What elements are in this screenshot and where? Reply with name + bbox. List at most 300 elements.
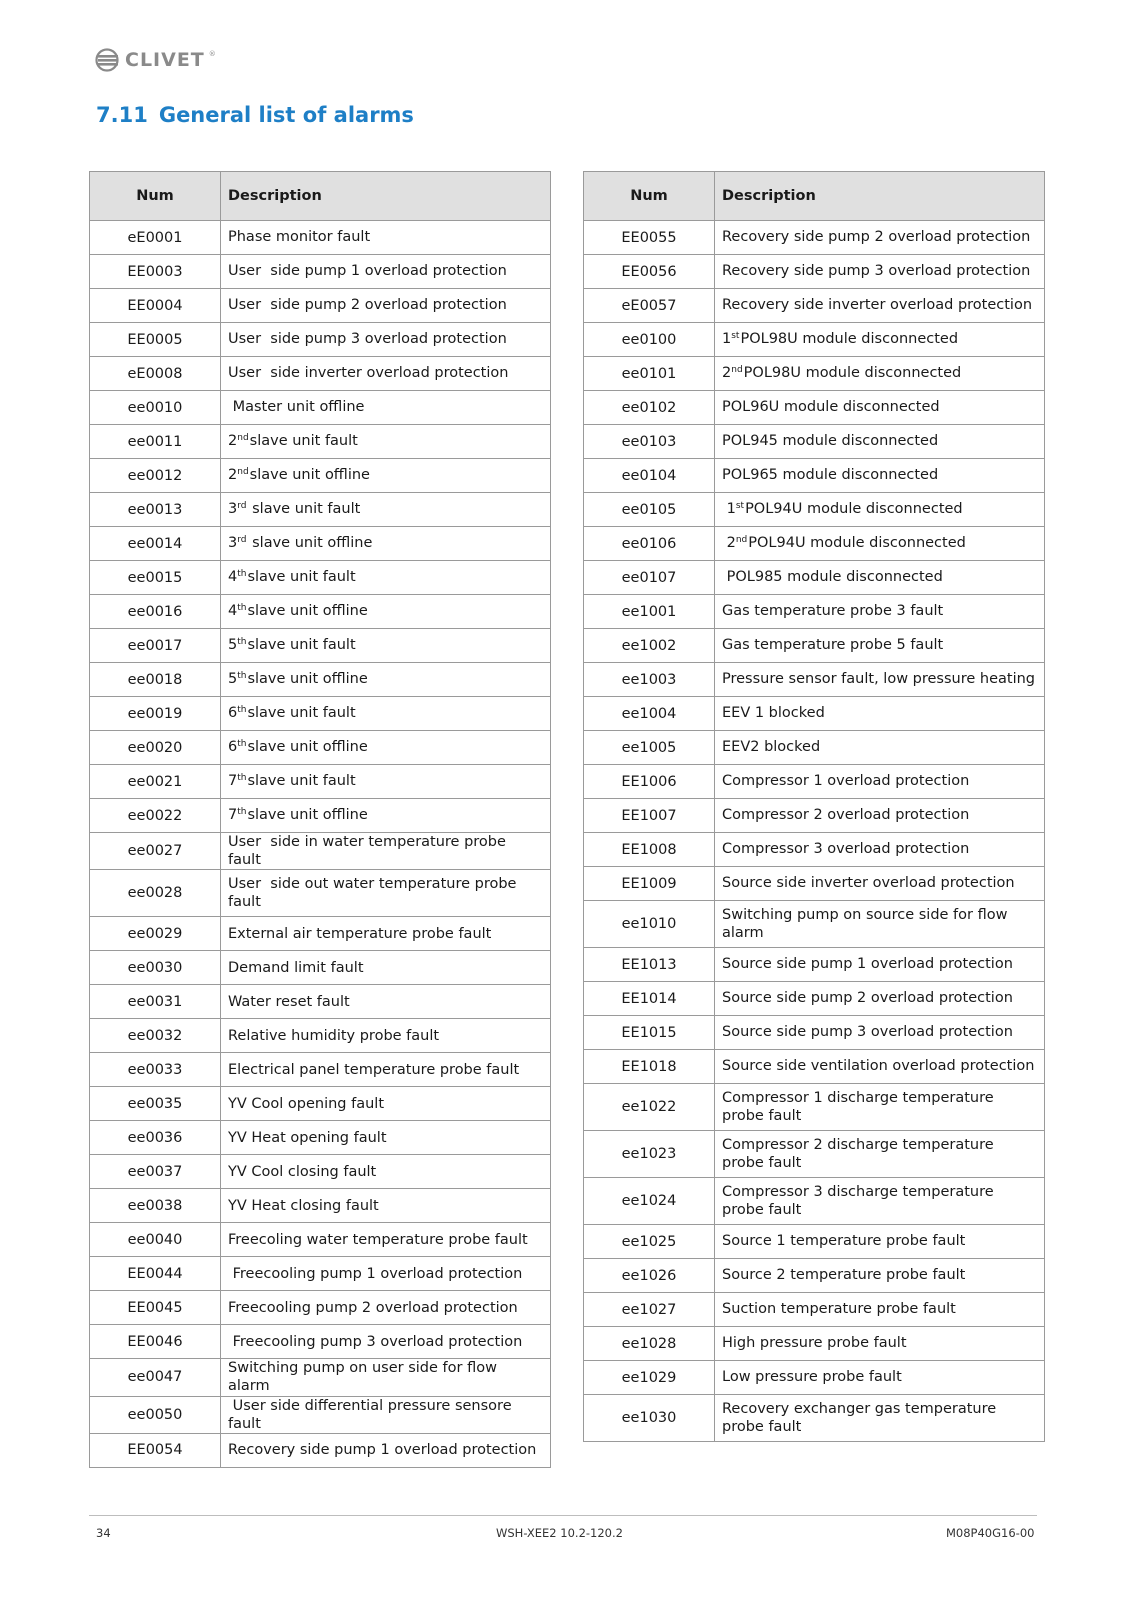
alarm-description <box>715 1259 1045 1293</box>
alarm-code: ee1001 <box>584 595 715 629</box>
table-row <box>584 221 1045 255</box>
alarm-code: EE0003 <box>90 255 221 289</box>
alarm-description <box>715 765 1045 799</box>
alarm-description-text: slave unit fault <box>247 773 356 790</box>
table-row <box>90 765 551 799</box>
alarm-code: ee0106 <box>584 527 715 561</box>
alarm-description <box>715 1178 1045 1225</box>
alarm-description <box>715 867 1045 901</box>
alarm-description-text: Freecooling pump 3 overload protection <box>228 1333 523 1350</box>
alarm-code: ee0012 <box>90 459 221 493</box>
table-row <box>90 1433 551 1467</box>
alarm-description <box>221 561 551 595</box>
alarm-code: ee0010 <box>90 391 221 425</box>
alarm-description-text: Source side pump 2 overload protection <box>722 990 1013 1007</box>
footer-doc-code: M08P40G16-00 <box>946 1526 1035 1540</box>
alarm-description-text: Compressor 2 discharge temperature probe fault <box>722 1136 999 1171</box>
alarm-description-text: YV Cool closing fault <box>228 1163 377 1180</box>
ordinal-number: 4 <box>228 603 238 620</box>
ordinal-number: 6 <box>228 739 238 756</box>
alarm-description-text: slave unit fault <box>247 705 356 722</box>
table-row <box>584 1395 1045 1442</box>
alarm-description-text: Switching pump on source side for flow alarm <box>722 906 1013 941</box>
table-row <box>90 1087 551 1121</box>
alarm-description <box>715 221 1045 255</box>
table-row <box>584 493 1045 527</box>
alarm-description-text: slave unit offline <box>247 535 373 552</box>
alarm-description <box>715 1131 1045 1178</box>
alarm-code: ee0022 <box>90 799 221 833</box>
table-row <box>584 833 1045 867</box>
alarm-code: ee0011 <box>90 425 221 459</box>
alarm-description-text: Pressure sensor fault, low pressure heating <box>722 671 1036 688</box>
alarm-description <box>221 731 551 765</box>
alarm-code: ee0035 <box>90 1087 221 1121</box>
alarm-description-text: Compressor 1 overload protection <box>722 773 970 790</box>
alarm-code: ee0101 <box>584 357 715 391</box>
table-row <box>90 917 551 951</box>
alarm-description-text: YV Heat opening fault <box>228 1129 387 1146</box>
alarm-code: ee0017 <box>90 629 221 663</box>
alarm-description <box>221 459 551 493</box>
alarm-code: EE1007 <box>584 799 715 833</box>
alarm-description-text: slave unit offline <box>249 467 370 484</box>
alarm-code: ee0036 <box>90 1121 221 1155</box>
table-row <box>584 1225 1045 1259</box>
section-title-text: General list of alarms <box>158 103 414 127</box>
column-header-num: Num <box>90 172 221 221</box>
alarm-description <box>221 527 551 561</box>
alarm-description <box>715 493 1045 527</box>
alarm-code: ee1022 <box>584 1084 715 1131</box>
table-row <box>90 357 551 391</box>
alarm-code: ee1025 <box>584 1225 715 1259</box>
alarm-description-text: Source 1 temperature probe fault <box>722 1233 966 1250</box>
alarm-description <box>715 731 1045 765</box>
alarm-description-text: Freecooling pump 2 overload protection <box>228 1299 518 1316</box>
table-row <box>584 391 1045 425</box>
ordinal-suffix: th <box>237 671 247 682</box>
alarm-code: EE1009 <box>584 867 715 901</box>
alarm-code: EE0055 <box>584 221 715 255</box>
alarm-description-text: User side pump 2 overload protection <box>228 297 507 314</box>
table-row <box>90 697 551 731</box>
alarm-code: EE0056 <box>584 255 715 289</box>
alarm-description-text: POL96U module disconnected <box>722 399 940 416</box>
table-row <box>90 1121 551 1155</box>
table-row <box>90 289 551 323</box>
alarm-description-text: User side pump 3 overload protection <box>228 331 507 348</box>
alarm-code: ee0104 <box>584 459 715 493</box>
alarm-description-text: POL945 module disconnected <box>722 433 939 450</box>
alarm-description-text: Recovery exchanger gas temperature probe fault <box>722 1400 1001 1435</box>
alarm-description <box>221 1359 551 1396</box>
table-row <box>90 870 551 917</box>
alarm-description-text: EEV2 blocked <box>722 739 821 756</box>
table-row <box>90 951 551 985</box>
alarm-description <box>221 985 551 1019</box>
alarm-code: ee0015 <box>90 561 221 595</box>
alarm-description <box>221 833 551 870</box>
alarm-description <box>221 357 551 391</box>
alarm-code: ee0016 <box>90 595 221 629</box>
alarm-description <box>715 595 1045 629</box>
alarm-code: EE0046 <box>90 1325 221 1359</box>
alarm-code: ee0040 <box>90 1223 221 1257</box>
ordinal-number: 3 <box>228 535 238 552</box>
clivet-logo-icon <box>95 48 121 72</box>
alarm-description <box>715 982 1045 1016</box>
table-row <box>90 221 551 255</box>
table-row <box>584 357 1045 391</box>
alarm-code: EE0005 <box>90 323 221 357</box>
alarm-description <box>221 391 551 425</box>
alarm-description <box>221 1291 551 1325</box>
alarm-description-text: User side inverter overload protection <box>228 365 509 382</box>
table-row <box>90 1189 551 1223</box>
alarm-description-text: Recovery side pump 2 overload protection <box>722 229 1031 246</box>
table-row <box>90 459 551 493</box>
alarm-description-text: slave unit offline <box>247 603 368 620</box>
alarm-description-text: Phase monitor fault <box>228 229 371 246</box>
alarm-description <box>221 595 551 629</box>
table-row <box>584 527 1045 561</box>
alarm-description <box>221 917 551 951</box>
alarm-description-text: Suction temperature probe fault <box>722 1301 956 1318</box>
column-header-description: Description <box>715 172 1045 221</box>
ordinal-suffix: st <box>731 331 740 342</box>
table-row <box>584 255 1045 289</box>
alarm-description <box>715 1293 1045 1327</box>
ordinal-suffix: rd <box>237 501 247 512</box>
alarm-description <box>715 323 1045 357</box>
alarm-description <box>715 1225 1045 1259</box>
alarm-description <box>221 425 551 459</box>
table-row <box>90 629 551 663</box>
ordinal-number: 7 <box>228 773 238 790</box>
alarm-description-text: High pressure probe fault <box>722 1335 907 1352</box>
alarm-description <box>715 391 1045 425</box>
table-row <box>584 982 1045 1016</box>
alarm-code: eE0057 <box>584 289 715 323</box>
alarm-description-text: POL94U module disconnected <box>745 501 963 518</box>
table-row <box>584 799 1045 833</box>
alarm-description-text: Electrical panel temperature probe fault <box>228 1061 520 1078</box>
alarm-description <box>221 951 551 985</box>
alarm-code: ee1023 <box>584 1131 715 1178</box>
table-row <box>90 1053 551 1087</box>
alarm-description-text: Relative humidity probe fault <box>228 1027 440 1044</box>
logo-registered-mark: ® <box>208 50 216 58</box>
alarm-description-text: slave unit fault <box>249 433 358 450</box>
table-row <box>584 1016 1045 1050</box>
alarm-description-text: Recovery side pump 3 overload protection <box>722 263 1031 280</box>
alarm-description <box>221 1189 551 1223</box>
alarm-description-text: Source side pump 3 overload protection <box>722 1024 1013 1041</box>
alarm-description <box>221 629 551 663</box>
alarm-code: EE1008 <box>584 833 715 867</box>
alarm-description-text: Freecooling pump 1 overload protection <box>228 1265 523 1282</box>
alarm-code: ee1003 <box>584 663 715 697</box>
alarm-description-text: Source side ventilation overload protection <box>722 1058 1035 1075</box>
alarm-code: ee0107 <box>584 561 715 595</box>
table-row <box>90 561 551 595</box>
ordinal-suffix: th <box>237 807 247 818</box>
alarm-table-right <box>583 171 1045 1442</box>
alarm-description-text: Gas temperature probe 5 fault <box>722 637 944 654</box>
alarm-description-text: Source side inverter overload protection <box>722 875 1015 892</box>
table-row <box>584 1259 1045 1293</box>
table-row <box>584 765 1045 799</box>
alarm-code: ee0018 <box>90 663 221 697</box>
ordinal-number: 2 <box>722 535 736 552</box>
ordinal-number: 1 <box>722 501 736 518</box>
ordinal-suffix: nd <box>237 467 249 478</box>
ordinal-suffix: th <box>237 603 247 614</box>
logo-wordmark: CLIVET <box>125 49 205 71</box>
alarm-description-text: Water reset fault <box>228 993 350 1010</box>
table-row <box>90 425 551 459</box>
alarm-description-text: Freecoling water temperature probe fault <box>228 1231 528 1248</box>
alarm-description <box>715 901 1045 948</box>
alarm-code: ee0050 <box>90 1396 221 1433</box>
table-row <box>584 1050 1045 1084</box>
table-header-row <box>584 172 1045 221</box>
alarm-description-text: Compressor 3 overload protection <box>722 841 970 858</box>
alarm-description <box>715 1016 1045 1050</box>
alarm-code: ee0021 <box>90 765 221 799</box>
ordinal-number: 5 <box>228 637 238 654</box>
alarm-code: EE0045 <box>90 1291 221 1325</box>
alarm-description <box>715 833 1045 867</box>
alarm-description <box>221 289 551 323</box>
table-row <box>90 799 551 833</box>
alarm-table-left <box>89 171 551 1468</box>
alarm-code: EE1006 <box>584 765 715 799</box>
alarm-description <box>221 663 551 697</box>
brand-logo <box>95 48 216 72</box>
alarm-description <box>221 765 551 799</box>
alarm-description <box>221 1257 551 1291</box>
alarm-description-text: slave unit fault <box>247 569 356 586</box>
ordinal-number: 7 <box>228 807 238 824</box>
column-header-description: Description <box>221 172 551 221</box>
alarm-description <box>221 1121 551 1155</box>
alarm-code: EE1018 <box>584 1050 715 1084</box>
ordinal-number: 2 <box>722 365 732 382</box>
section-number: 7.11 <box>96 103 148 127</box>
table-row <box>584 425 1045 459</box>
table-row <box>90 1223 551 1257</box>
alarm-code: ee0028 <box>90 870 221 917</box>
alarm-description-text: User side pump 1 overload protection <box>228 263 507 280</box>
alarm-description <box>221 1433 551 1467</box>
alarm-code: ee0037 <box>90 1155 221 1189</box>
table-row <box>90 1019 551 1053</box>
alarm-code: ee0105 <box>584 493 715 527</box>
alarm-code: eE0001 <box>90 221 221 255</box>
table-row <box>90 1291 551 1325</box>
alarm-description-text: slave unit fault <box>247 637 356 654</box>
alarm-description-text: YV Cool opening fault <box>228 1095 385 1112</box>
alarm-description <box>715 357 1045 391</box>
alarm-description-text: POL98U module disconnected <box>743 365 962 382</box>
section-title <box>96 103 414 127</box>
table-row <box>584 1361 1045 1395</box>
ordinal-number: 4 <box>228 569 238 586</box>
alarm-code: ee0100 <box>584 323 715 357</box>
ordinal-suffix: th <box>237 637 247 648</box>
alarm-description-text: POL965 module disconnected <box>722 467 939 484</box>
alarm-description-text: User side differential pressure sensore fault <box>228 1397 517 1432</box>
table-row <box>90 493 551 527</box>
alarm-description <box>221 1325 551 1359</box>
alarm-description <box>221 870 551 917</box>
alarm-description-text: slave unit offline <box>247 739 368 756</box>
footer-page-number: 34 <box>96 1526 111 1540</box>
alarm-description <box>715 527 1045 561</box>
table-row <box>90 1359 551 1396</box>
alarm-description-text: External air temperature probe fault <box>228 925 492 942</box>
alarm-code: ee1005 <box>584 731 715 765</box>
table-row <box>584 697 1045 731</box>
table-row <box>584 901 1045 948</box>
table-row <box>90 255 551 289</box>
alarm-description <box>221 1087 551 1121</box>
table-row <box>584 1178 1045 1225</box>
alarm-description <box>221 493 551 527</box>
table-row <box>90 1257 551 1291</box>
table-row <box>90 391 551 425</box>
ordinal-suffix: th <box>237 705 247 716</box>
ordinal-number: 2 <box>228 433 238 450</box>
alarm-description <box>715 799 1045 833</box>
ordinal-suffix: nd <box>735 535 748 546</box>
alarm-description-text: Low pressure probe fault <box>722 1369 902 1386</box>
ordinal-suffix: rd <box>237 535 247 546</box>
table-row <box>90 595 551 629</box>
alarm-description-text: User side out water temperature probe fault <box>228 876 522 911</box>
alarm-description <box>715 289 1045 323</box>
alarm-description <box>221 799 551 833</box>
alarm-description-text: Compressor 2 overload protection <box>722 807 970 824</box>
alarm-code: ee0019 <box>90 697 221 731</box>
alarm-code: EE0044 <box>90 1257 221 1291</box>
alarm-description-text: Demand limit fault <box>228 959 364 976</box>
alarm-code: ee1030 <box>584 1395 715 1442</box>
alarm-code: ee1004 <box>584 697 715 731</box>
ordinal-number: 3 <box>228 501 238 518</box>
alarm-code: ee0014 <box>90 527 221 561</box>
alarm-code: EE1015 <box>584 1016 715 1050</box>
table-row <box>90 985 551 1019</box>
table-row <box>584 867 1045 901</box>
alarm-description <box>221 1223 551 1257</box>
ordinal-suffix: th <box>237 739 247 750</box>
alarm-description-text: Recovery side pump 1 overload protection <box>228 1442 537 1459</box>
table-row <box>90 1155 551 1189</box>
alarm-code: ee1028 <box>584 1327 715 1361</box>
alarm-code: ee0033 <box>90 1053 221 1087</box>
table-row <box>584 323 1045 357</box>
alarm-description <box>221 221 551 255</box>
ordinal-suffix: nd <box>237 433 249 444</box>
alarm-code: EE1013 <box>584 948 715 982</box>
table-row <box>584 289 1045 323</box>
alarm-description-text: User side in water temperature probe fault <box>228 834 511 869</box>
alarm-description-text: Switching pump on user side for flow alarm <box>228 1360 502 1395</box>
table-row <box>90 1396 551 1433</box>
alarm-description <box>715 1395 1045 1442</box>
alarm-code: EE0054 <box>90 1433 221 1467</box>
alarm-description-text: slave unit offline <box>247 671 368 688</box>
alarm-description <box>221 1053 551 1087</box>
alarm-code: ee0013 <box>90 493 221 527</box>
alarm-description-text: POL94U module disconnected <box>748 535 966 552</box>
alarm-description <box>715 1050 1045 1084</box>
table-row <box>90 663 551 697</box>
alarm-description <box>715 425 1045 459</box>
ordinal-suffix: th <box>237 773 247 784</box>
alarm-description-text: YV Heat closing fault <box>228 1197 379 1214</box>
table-row <box>584 1084 1045 1131</box>
alarm-description <box>221 697 551 731</box>
ordinal-number: 6 <box>228 705 238 722</box>
alarm-code: EE1014 <box>584 982 715 1016</box>
footer-model: WSH-XEE2 10.2-120.2 <box>496 1526 623 1540</box>
alarm-description-text: Source side pump 1 overload protection <box>722 956 1013 973</box>
table-row <box>584 948 1045 982</box>
table-row <box>90 731 551 765</box>
alarm-code: ee0029 <box>90 917 221 951</box>
alarm-description <box>715 1361 1045 1395</box>
alarm-description <box>715 663 1045 697</box>
alarm-code: ee0030 <box>90 951 221 985</box>
table-row <box>584 663 1045 697</box>
alarm-description-text: Gas temperature probe 3 fault <box>722 603 944 620</box>
alarm-code: ee1010 <box>584 901 715 948</box>
alarm-description <box>715 1084 1045 1131</box>
alarm-code: ee1027 <box>584 1293 715 1327</box>
alarm-description-text: POL98U module disconnected <box>740 331 959 348</box>
alarm-description <box>221 1396 551 1433</box>
alarm-description <box>715 1327 1045 1361</box>
ordinal-number: 1 <box>722 331 732 348</box>
table-row <box>90 323 551 357</box>
alarm-code: ee1002 <box>584 629 715 663</box>
alarm-description <box>715 459 1045 493</box>
column-header-num: Num <box>584 172 715 221</box>
alarm-code: ee1029 <box>584 1361 715 1395</box>
ordinal-suffix: nd <box>731 365 743 376</box>
alarm-description-text: Master unit offline <box>228 399 365 416</box>
table-row <box>584 1131 1045 1178</box>
alarm-description <box>715 697 1045 731</box>
alarm-code: ee1026 <box>584 1259 715 1293</box>
alarm-code: eE0008 <box>90 357 221 391</box>
alarm-description <box>221 323 551 357</box>
alarm-description <box>715 629 1045 663</box>
alarm-code: EE0004 <box>90 289 221 323</box>
table-row <box>584 459 1045 493</box>
alarm-description <box>715 561 1045 595</box>
table-row <box>90 1325 551 1359</box>
alarm-code: ee0032 <box>90 1019 221 1053</box>
alarm-description-text: Source 2 temperature probe fault <box>722 1267 966 1284</box>
ordinal-suffix: th <box>237 569 247 580</box>
ordinal-number: 2 <box>228 467 238 484</box>
alarm-description-text: POL985 module disconnected <box>722 569 943 586</box>
